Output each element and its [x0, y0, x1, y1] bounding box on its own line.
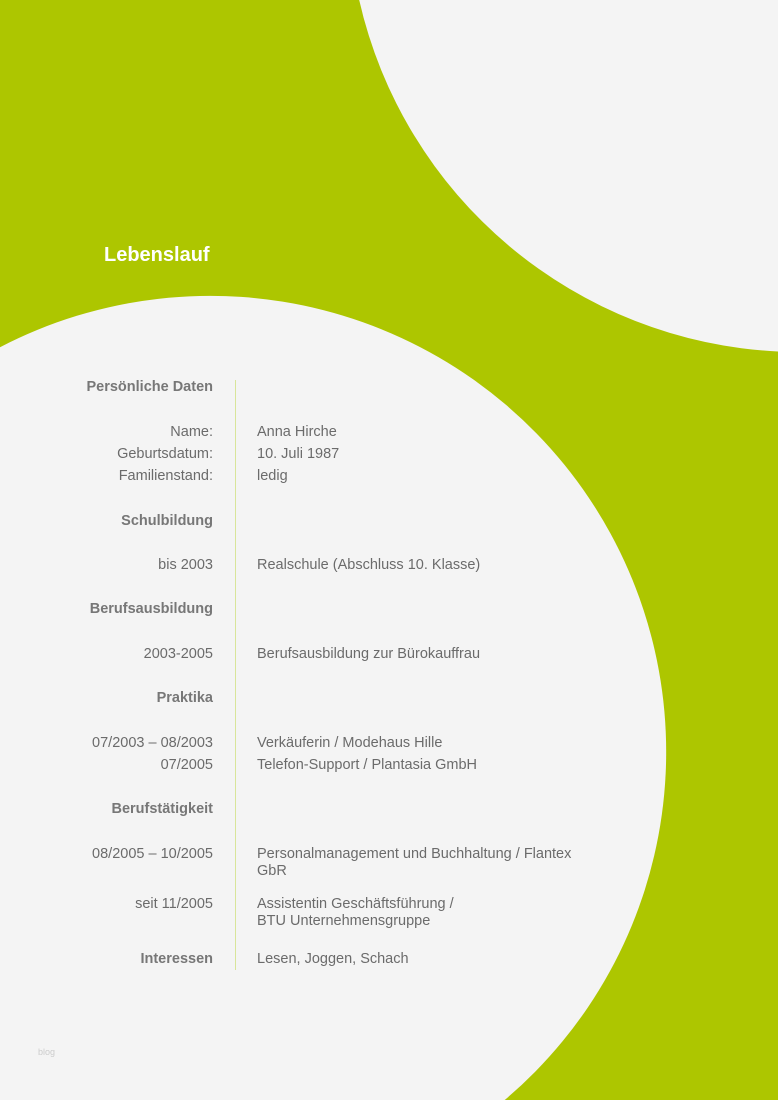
page-title: Lebenslauf — [104, 244, 210, 266]
watermark: blog — [38, 1047, 56, 1057]
column-divider — [235, 380, 236, 970]
